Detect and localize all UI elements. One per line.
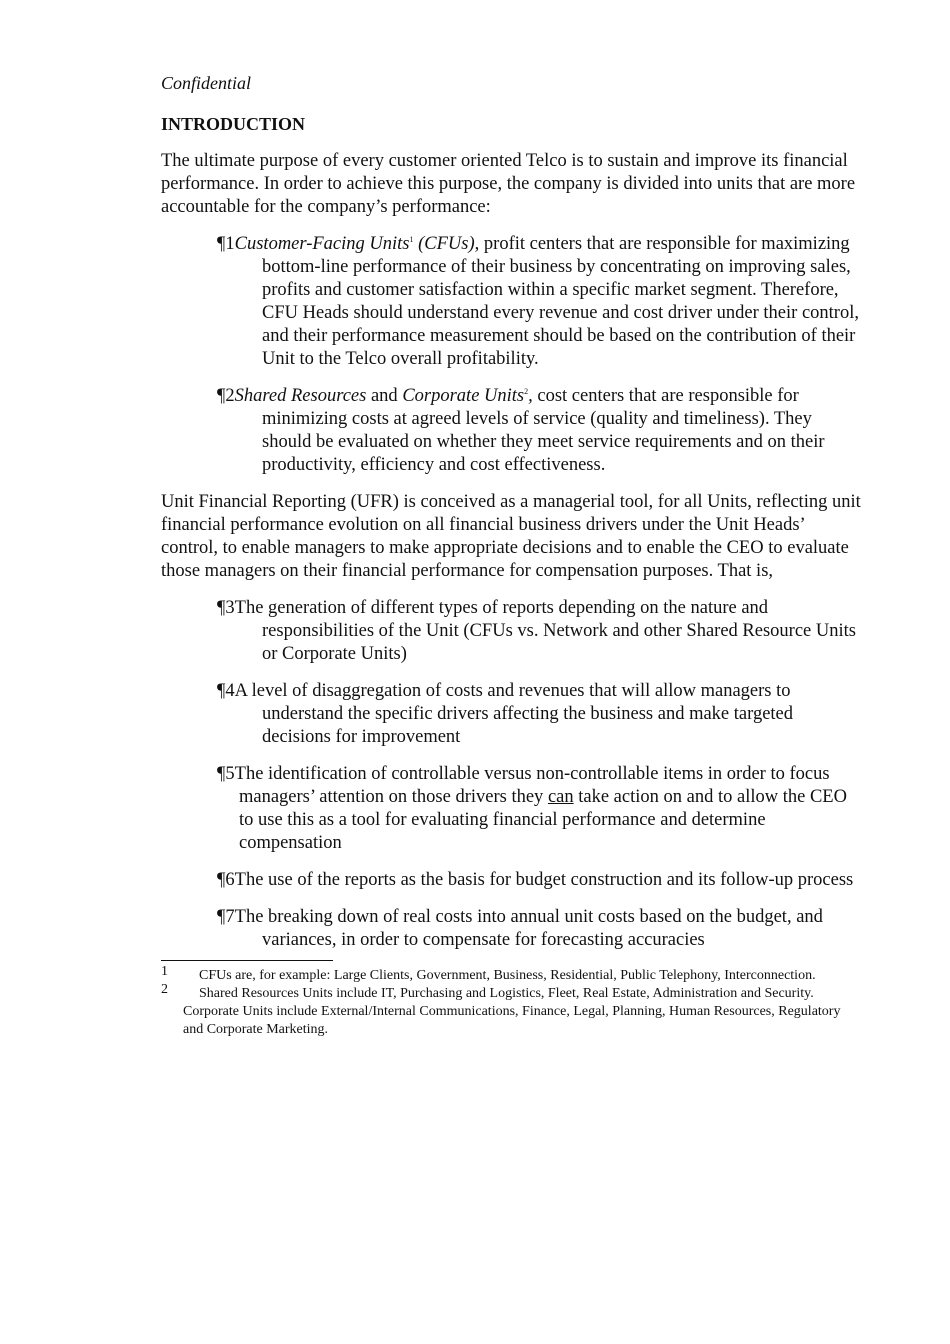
list-item-text: The identification of controllable versus non-controllable items in order to focus managers’ attention on those drivers they — [234, 764, 830, 807]
paragraph-mark: ¶2 — [217, 386, 235, 406]
footnote-text: Shared Resources Units include IT, Purchasing and Logistics, Fleet, Real Estate, Administration and Security. Corporate Units include External/Internal Communications, Finance, Legal, Planning, Human Resources, Regulatory and Corporate Marketing. — [183, 986, 841, 1037]
term-cfus: (CFUs) — [413, 234, 475, 254]
footnote-text: CFUs are, for example: Large Clients, Government, Business, Residential, Public Telephony, Interconnection. — [199, 968, 816, 983]
term-customer-facing-units: Customer-Facing Units — [234, 234, 410, 254]
footnote-2 — [161, 982, 861, 1039]
list-item-text: take action on and to allow the CEO to use this as a tool for evaluating financial performance and determine compensation — [239, 787, 847, 853]
paragraph-mark: ¶1 — [217, 234, 235, 254]
list-item-text: , profit centers that are responsible for maximizing bottom-line performance of their business by concentrating on improving sales, profits and customer satisfaction within a specific market segment. Therefore, CFU Heads should understand every revenue and cost driver under their control, and their performance measurement should be based on the contribution of their Unit to the Telco overall profitability. — [262, 234, 859, 369]
ufr-paragraph: Unit Financial Reporting (UFR) is conceived as a managerial tool, for all Units, reflecting unit financial performance evolution on all financial business drivers under the Unit Heads’ control, to enable managers to make appropriate decisions and to enable the CEO to evaluate those managers on their financial performance for compensation purposes. That is, — [161, 492, 861, 581]
underlined-word: can — [547, 787, 574, 807]
list-item-text: The use of the reports as the basis for budget construction and its follow-up process — [234, 870, 854, 890]
paragraph-mark: ¶6 — [217, 870, 235, 890]
list-item-1 — [217, 233, 861, 371]
intro-paragraph: The ultimate purpose of every customer oriented Telco is to sustain and improve its financial performance. In order to achieve this purpose, the company is divided into units that are more accountable for the company’s performance: — [161, 151, 856, 217]
list-item-4 — [217, 680, 861, 749]
paragraph-mark: ¶3 — [217, 598, 235, 618]
footnote-1 — [161, 964, 861, 985]
document-page — [161, 72, 861, 1039]
footnote-separator — [161, 960, 333, 961]
confidential-label: Confidential — [161, 73, 251, 93]
conjunction: and — [366, 386, 403, 406]
footnote-ref-1: 1 — [409, 234, 414, 244]
list-item-5 — [217, 763, 861, 855]
paragraph-mark: ¶7 — [217, 907, 235, 927]
list-item-6 — [217, 869, 861, 892]
footnote-number: 2 — [161, 982, 168, 997]
comma: , — [528, 386, 533, 406]
paragraph-mark: ¶5 — [217, 764, 235, 784]
section-heading: INTRODUCTION — [161, 114, 306, 134]
list-item-text: cost centers that are responsible for minimizing costs at agreed levels of service (quality and timeliness). They should be evaluated on whether they meet service requirements and on their productivity, efficiency and cost effectiveness. — [262, 386, 825, 475]
list-item-text: The breaking down of real costs into annual unit costs based on the budget, and variances, in order to compensate for forecasting accuracies — [234, 907, 823, 950]
list-item-7 — [217, 906, 861, 952]
list-item-text: A level of disaggregation of costs and revenues that will allow managers to understand the specific drivers affecting the business and make targeted decisions for improvement — [234, 681, 794, 747]
footnote-number: 1 — [161, 964, 168, 979]
list-item-2 — [217, 385, 861, 477]
term-shared-resources: Shared Resources — [234, 386, 367, 406]
term-corporate-units: Corporate Units — [402, 386, 525, 406]
list-item-3 — [217, 597, 861, 666]
list-item-text: The generation of different types of reports depending on the nature and responsibilities of the Unit (CFUs vs. Network and other Shared Resource Units or Corporate Units) — [234, 598, 856, 664]
footnote-ref-2: 2 — [524, 386, 529, 396]
paragraph-mark: ¶4 — [217, 681, 235, 701]
